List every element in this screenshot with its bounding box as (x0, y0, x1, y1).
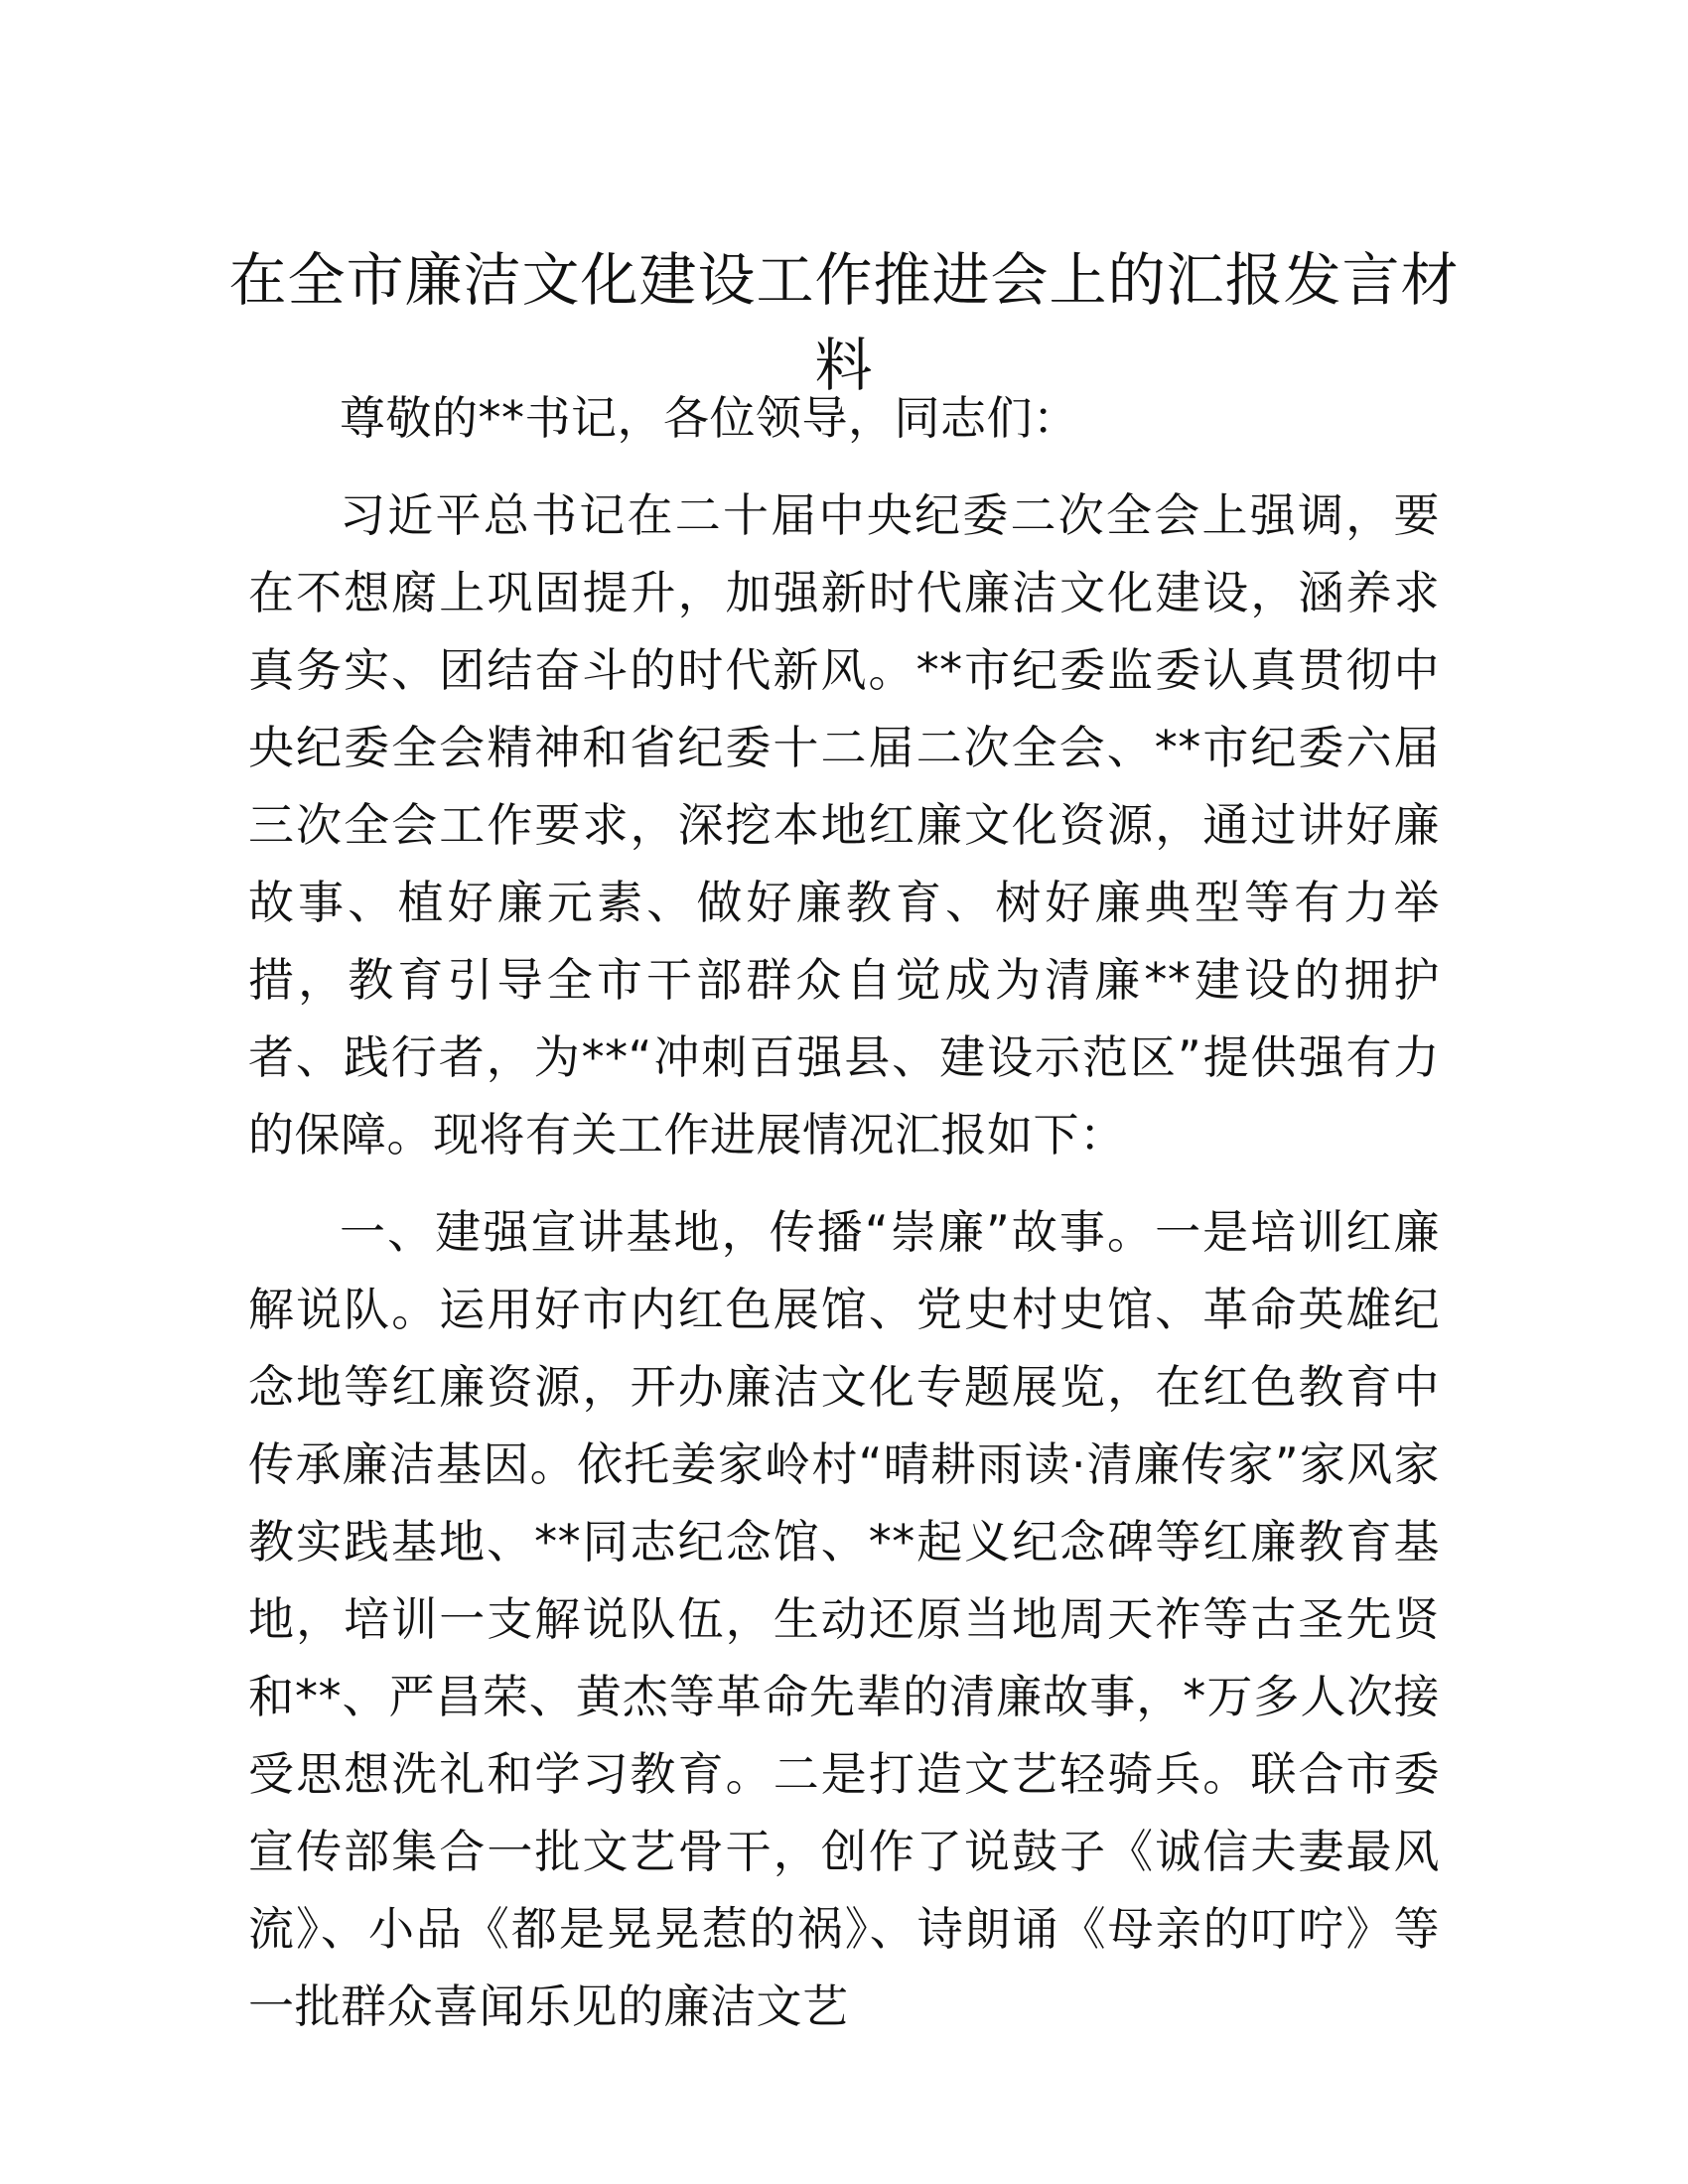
section-one-paragraph: 一、建强宣讲基地，传播“崇廉”故事。一是培训红廉解说队。运用好市内红色展馆、党史村史馆、革命英雄纪念地等红廉资源，开办廉洁文化专题展览，在红色教育中传承廉洁基因。依托姜家岭村“晴耕雨读·清廉传家”家风家教实践基地、**同志纪念馆、**起义纪念碑等红廉教育基地，培训一支解说队伍，生动还原当地周天祚等古圣先贤和**、严昌荣、黄杰等革命先辈的清廉故事，*万多人次接受思想洗礼和学习教育。二是打造文艺轻骑兵。联合市委宣传部集合一批文艺骨干，创作了说鼓子《诚信夫妻最风流》、小品《都是晃晃惹的祸》、诗朗诵《母亲的叮咛》等一批群众喜闻乐见的廉洁文艺 (248, 1205, 1440, 2033)
greeting-paragraph: 尊敬的**书记，各位领导，同志们： (340, 391, 1079, 445)
document-title: 在全市廉洁文化建设工作推进会上的汇报发言材料 (228, 245, 1460, 399)
document-body (248, 379, 1440, 2065)
intro-paragraph: 习近平总书记在二十届中央纪委二次全会上强调，要在不想腐上巩固提升，加强新时代廉洁文化建设，涵养求真务实、团结奋斗的时代新风。**市纪委监委认真贯彻中央纪委全会精神和省纪委十二届二次全会、**市纪委六届三次全会工作要求，深挖本地红廉文化资源，通过讲好廉故事、植好廉元素、做好廉教育、树好廉典型等有力举措，教育引导全市干部群众自觉成为清廉**建设的拥护者、践行者，为**“冲刺百强县、建设示范区”提供强有力的保障。现将有关工作进展情况汇报如下： (248, 488, 1440, 1161)
